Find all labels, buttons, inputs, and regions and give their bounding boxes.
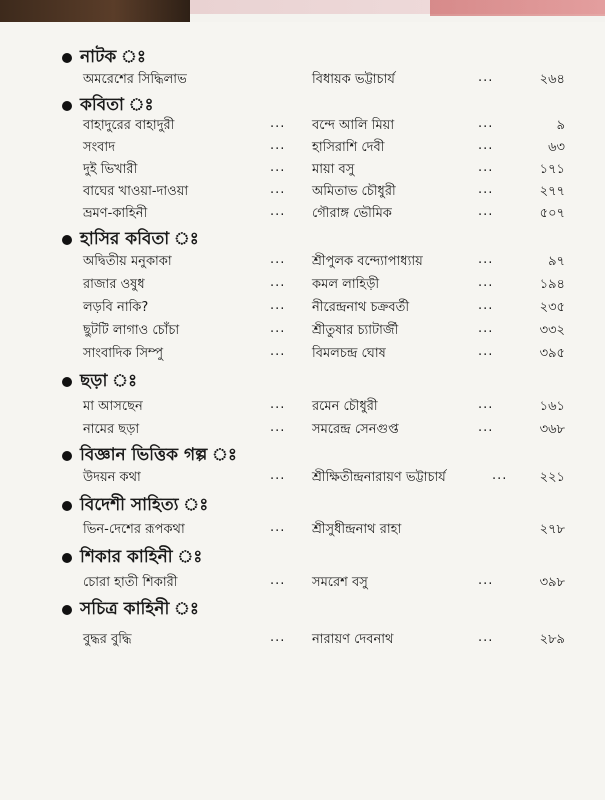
entry-page: ৯৭ bbox=[548, 254, 565, 269]
entry-author: শ্রীপুলক বন্দ্যোপাধ্যায় bbox=[312, 254, 423, 269]
leader-dots: ... bbox=[270, 138, 286, 153]
entry-title: অমরেশের সিদ্ধিলাভ bbox=[83, 72, 187, 87]
entry-author: রমেন চৌধুরী bbox=[312, 399, 378, 414]
bullet-icon bbox=[62, 53, 72, 63]
contents-row bbox=[0, 397, 605, 417]
entry-author: শ্রীক্ষিতীন্দ্রনারায়ণ ভট্টাচার্য bbox=[312, 470, 446, 485]
top-edge-dark-area bbox=[0, 0, 190, 22]
entry-page: ১৬১ bbox=[539, 399, 565, 414]
section-heading-text: শিকার কাহিনী ঃ bbox=[80, 547, 203, 567]
leader-dots: ... bbox=[492, 468, 508, 483]
entry-title: রাজার ওষুধ bbox=[83, 277, 145, 292]
leader-dots: ... bbox=[478, 420, 494, 435]
contents-row bbox=[0, 468, 605, 488]
entry-title: বাঘের খাওয়া-দাওয়া bbox=[83, 184, 189, 199]
bullet-icon bbox=[62, 605, 72, 615]
contents-row bbox=[0, 573, 605, 593]
entry-title: ভিন-দেশের রূপকথা bbox=[83, 522, 185, 537]
contents-row bbox=[0, 420, 605, 440]
contents-row bbox=[0, 298, 605, 318]
leader-dots: ... bbox=[270, 252, 286, 267]
section-heading bbox=[62, 226, 199, 254]
leader-dots: ... bbox=[478, 275, 494, 290]
leader-dots: ... bbox=[478, 160, 494, 175]
leader-dots: ... bbox=[270, 520, 286, 535]
contents-row bbox=[0, 630, 605, 650]
entry-author: মায়া বসু bbox=[312, 162, 355, 177]
leader-dots: ... bbox=[478, 116, 494, 131]
section-heading bbox=[62, 492, 208, 520]
entry-title: মা আসছেন bbox=[83, 399, 143, 414]
leader-dots: ... bbox=[478, 573, 494, 588]
entry-page: ৯ bbox=[556, 118, 565, 133]
entry-title: বুদ্ধর বুদ্ধি bbox=[83, 632, 132, 647]
entry-author: নারায়ণ দেবনাথ bbox=[312, 632, 394, 647]
entry-author: হাসিরাশি দেবী bbox=[312, 140, 385, 155]
entry-title: ছুটটি লাগাও চোঁচা bbox=[83, 323, 180, 338]
leader-dots: ... bbox=[478, 70, 494, 85]
section-heading-text: কবিতা ঃ bbox=[80, 95, 154, 115]
section-heading-text: নাটক ঃ bbox=[80, 47, 146, 67]
bullet-icon bbox=[62, 101, 72, 111]
leader-dots: ... bbox=[478, 182, 494, 197]
leader-dots: ... bbox=[270, 298, 286, 313]
bullet-icon bbox=[62, 501, 72, 511]
entry-page: ৬৩ bbox=[548, 140, 565, 155]
entry-page: ৩৯৮ bbox=[539, 575, 565, 590]
section-heading-text: বিজ্ঞান ভিত্তিক গল্প ঃ bbox=[80, 445, 237, 465]
entry-page: ১৭১ bbox=[539, 162, 565, 177]
top-edge-photo-strip bbox=[0, 0, 605, 22]
entry-title: দুই ভিখারী bbox=[83, 162, 138, 177]
entry-author: সমরেশ বসু bbox=[312, 575, 368, 590]
entry-page: ২২১ bbox=[539, 470, 565, 485]
leader-dots: ... bbox=[478, 138, 494, 153]
entry-title: নামের ছড়া bbox=[83, 422, 140, 437]
entry-title: সংবাদ bbox=[83, 140, 116, 155]
entry-title: চোরা হাতী শিকারী bbox=[83, 575, 178, 590]
leader-dots: ... bbox=[478, 298, 494, 313]
leader-dots: ... bbox=[478, 252, 494, 267]
leader-dots: ... bbox=[270, 321, 286, 336]
contents-row bbox=[0, 321, 605, 341]
entry-title: লড়বি নাকি? bbox=[83, 300, 149, 315]
entry-page: ২৭৭ bbox=[539, 184, 565, 199]
section-heading-text: বিদেশী সাহিত্য ঃ bbox=[80, 495, 209, 515]
leader-dots: ... bbox=[270, 182, 286, 197]
entry-title: বাহাদুরের বাহাদুরী bbox=[83, 118, 175, 133]
leader-dots: ... bbox=[478, 397, 494, 412]
section-heading bbox=[62, 544, 202, 572]
section-heading bbox=[62, 44, 146, 72]
section-heading bbox=[62, 596, 199, 624]
contents-row bbox=[0, 275, 605, 295]
contents-row bbox=[0, 116, 605, 136]
entry-author: কমল লাহিড়ী bbox=[312, 277, 380, 292]
leader-dots: ... bbox=[270, 116, 286, 131]
leader-dots: ... bbox=[270, 468, 286, 483]
entry-page: ১৯৪ bbox=[539, 277, 565, 292]
leader-dots: ... bbox=[270, 160, 286, 175]
leader-dots: ... bbox=[270, 420, 286, 435]
contents-row bbox=[0, 182, 605, 202]
bullet-icon bbox=[62, 451, 72, 461]
section-heading-text: সচিত্র কাহিনী ঃ bbox=[80, 599, 199, 619]
entry-page: ৩৬৮ bbox=[539, 422, 565, 437]
entry-title: ভ্রমণ-কাহিনী bbox=[83, 206, 148, 221]
entry-title: সাংবাদিক সিম্পু bbox=[83, 346, 164, 361]
leader-dots: ... bbox=[270, 630, 286, 645]
entry-author: সমরেন্দ্র সেনগুপ্ত bbox=[312, 422, 399, 437]
section-heading-text: ছড়া ঃ bbox=[80, 371, 138, 391]
leader-dots: ... bbox=[478, 344, 494, 359]
leader-dots: ... bbox=[478, 630, 494, 645]
leader-dots: ... bbox=[270, 397, 286, 412]
entry-page: ৩৩২ bbox=[539, 323, 565, 338]
entry-title: অদ্বিতীয় মনুকাকা bbox=[83, 254, 172, 269]
entry-page: ২৭৮ bbox=[539, 522, 565, 537]
contents-row bbox=[0, 520, 605, 540]
entry-author: বিধায়ক ভট্টাচার্য bbox=[312, 72, 395, 87]
top-edge-red-area bbox=[430, 0, 605, 16]
bullet-icon bbox=[62, 553, 72, 563]
contents-row bbox=[0, 252, 605, 272]
leader-dots: ... bbox=[270, 204, 286, 219]
entry-author: বন্দে আলি মিয়া bbox=[312, 118, 395, 133]
bullet-icon bbox=[62, 377, 72, 387]
contents-page bbox=[0, 22, 605, 800]
entry-page: ২৩৫ bbox=[539, 300, 565, 315]
contents-row bbox=[0, 138, 605, 158]
section-heading-text: হাসির কবিতা ঃ bbox=[80, 229, 199, 249]
section-heading bbox=[62, 442, 237, 470]
entry-author: অমিতাভ চৌধুরী bbox=[312, 184, 396, 199]
contents-row bbox=[0, 160, 605, 180]
entry-page: ২৮৯ bbox=[539, 632, 565, 647]
entry-page: ৫০৭ bbox=[539, 206, 565, 221]
bullet-icon bbox=[62, 235, 72, 245]
entry-author: শ্রীসুধীন্দ্রনাথ রাহা bbox=[312, 522, 402, 537]
entry-author: শ্রীতুষার চ্যাটার্জী bbox=[312, 323, 399, 338]
leader-dots: ... bbox=[270, 573, 286, 588]
contents-row bbox=[0, 204, 605, 224]
section-heading bbox=[62, 368, 137, 396]
entry-page: ৩৯৫ bbox=[539, 346, 565, 361]
contents-row bbox=[0, 70, 605, 90]
contents-row bbox=[0, 344, 605, 364]
entry-author: বিমলচন্দ্র ঘোষ bbox=[312, 346, 386, 361]
leader-dots: ... bbox=[270, 344, 286, 359]
entry-page: ২৬৪ bbox=[539, 72, 565, 87]
leader-dots: ... bbox=[270, 275, 286, 290]
entry-author: গৌরাঙ্গ ভৌমিক bbox=[312, 206, 392, 221]
leader-dots: ... bbox=[478, 204, 494, 219]
entry-author: নীরেন্দ্রনাথ চক্রবর্তী bbox=[312, 300, 410, 315]
entry-title: উদয়ন কথা bbox=[83, 470, 141, 485]
leader-dots: ... bbox=[478, 321, 494, 336]
